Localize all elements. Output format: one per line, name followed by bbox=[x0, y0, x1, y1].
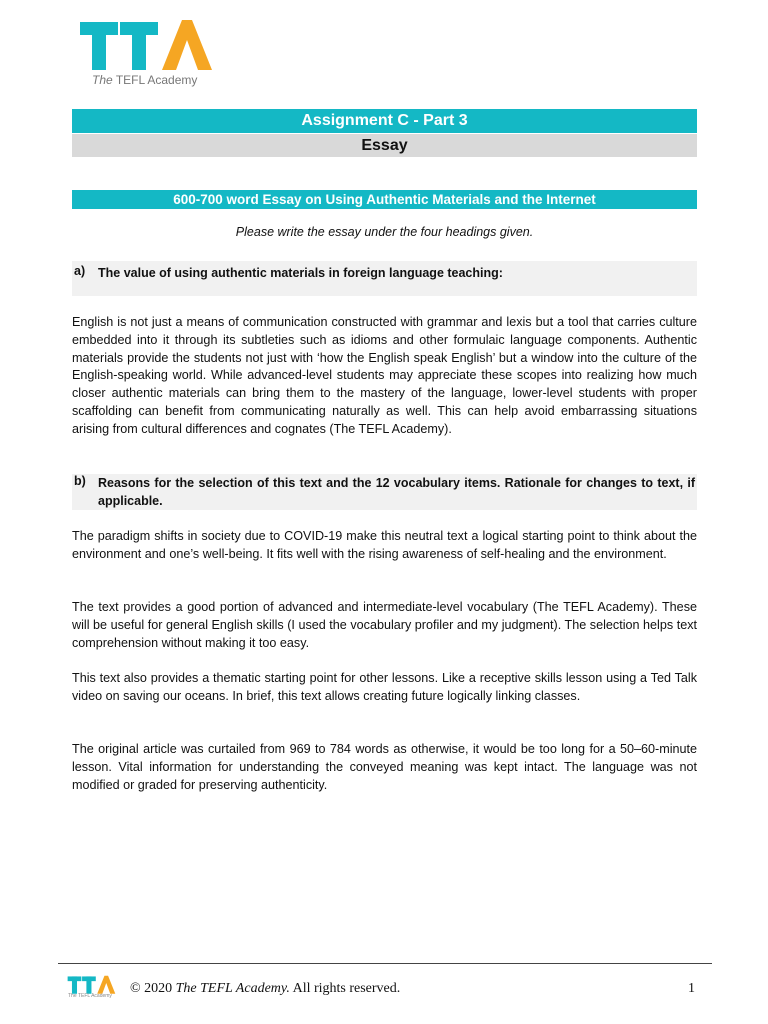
section-letter: a) bbox=[74, 264, 86, 278]
section-letter: b) bbox=[74, 474, 86, 488]
logo-tagline: The TEFL Academy bbox=[92, 73, 198, 87]
paragraph: English is not just a means of communication constructed with grammar and lexis but a tool that carries culture embedded into it through its subtleties such as idioms and other formulaic language components. Authentic materials provide the students not just with ‘how the English speak English’ but a window into the culture of the English-speaking world. While advanced-level students may appreciate these scopes into realizing how much closer authentic materials can bring them to the mastery of the language, lower-level students with proper scaffolding can benefit from communicating naturally as well. This can help avoid embarrassing situations arising from cultural differences and cognates (The TEFL Academy). bbox=[72, 315, 697, 436]
essay-subtitle: Essay bbox=[72, 134, 697, 157]
paragraph: This text also provides a thematic starting point for other lessons. Like a receptive skills lesson using a Ted Talk video on saving our oceans. In brief, this text allows creating future logically linking classes. bbox=[72, 671, 697, 703]
section-heading-text: Reasons for the selection of this text and the 12 vocabulary items. Rationale for changes to text, if applicable. bbox=[98, 476, 695, 508]
paragraph: The original article was curtailed from 969 to 784 words as otherwise, it would be too long for a 50–60-minute lesson. Vital information for understanding the conveyed meaning was kept intact. The language was not modified or graded for preserving authenticity. bbox=[72, 742, 697, 792]
section-b-heading bbox=[72, 474, 697, 510]
paragraph: The paradigm shifts in society due to COVID-19 make this neutral text a logical starting point to think about the environment and one’s well-being. It fits well with the rising awareness of self-healing and the environment. bbox=[72, 529, 697, 561]
section-heading-text: The value of using authentic materials in foreign language teaching: bbox=[98, 266, 503, 280]
instruction-text: Please write the essay under the four headings given. bbox=[235, 225, 534, 239]
footer-divider bbox=[58, 963, 712, 964]
footer-logo-tagline: The TEFL Academy bbox=[68, 993, 112, 999]
assignment-title: Assignment C - Part 3 bbox=[72, 109, 697, 133]
page-number: 1 bbox=[688, 981, 695, 996]
essay-topic-bar: 600-700 word Essay on Using Authentic Materials and the Internet bbox=[72, 190, 697, 209]
paragraph: The text provides a good portion of advanced and intermediate-level vocabulary (The TEFL Academy). These will be useful for general English skills (I used the vocabulary profiler and my judgment). The selection helps text comprehension without making it too easy. bbox=[72, 600, 697, 650]
copyright-notice: © 2020 The TEFL Academy. All rights reserved. bbox=[130, 981, 401, 996]
section-a-heading bbox=[72, 261, 697, 296]
